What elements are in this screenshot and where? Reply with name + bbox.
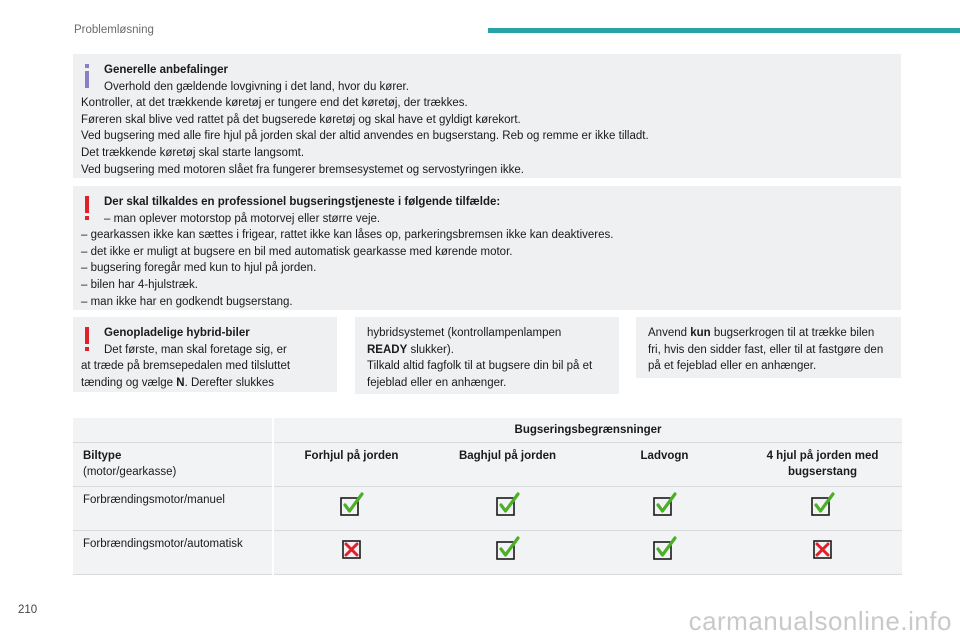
col-front-wheels: Forhjul på jorden	[273, 443, 429, 487]
col-four-wheels-towbar: 4 hjul på jorden med bugserstang	[743, 443, 902, 487]
table-row	[73, 531, 902, 575]
check-icon	[495, 536, 521, 562]
warning-line: – det ikke er muligt at bugsere en bil med automatisk gearkasse med kørende motor.	[81, 245, 513, 258]
warning-box-title: Der skal tilkaldes en professionel bugseringstjeneste i følgende tilfælde:	[104, 196, 501, 208]
header-accent-bar	[488, 28, 960, 33]
warning-line: – bugsering foregår med kun to hjul på jorden.	[81, 262, 317, 275]
table-empty-header	[73, 418, 273, 443]
general-recommendations-box	[73, 54, 901, 178]
professional-towing-warning-box	[73, 186, 901, 310]
mark-cell	[586, 487, 743, 531]
hybrid-line-text: tænding og vælge	[81, 376, 177, 389]
info-line: Ved bugsering med motoren slået fra fungerer bremsesystemet og servostyringen ikke.	[81, 163, 524, 176]
check-icon	[810, 492, 836, 518]
hybrid-warning-box	[73, 317, 337, 392]
gear-n-label: N	[176, 376, 185, 389]
info-line: Føreren skal blive ved rattet på det bugserede køretøj og skal have et gyldigt kørekort.	[81, 113, 521, 126]
col-flatbed: Ladvogn	[586, 443, 743, 487]
cross-icon	[810, 536, 836, 562]
vehicle-type-sub: (motor/gearkasse)	[83, 466, 177, 478]
header-section-title: Problemløsning	[74, 24, 154, 36]
info-line: Ved bugsering med alle fire hjul på jorden skal der altid anvendes en bugserstang. Reb og remme er ikke tilladt.	[81, 130, 649, 143]
tow-hook-text: bugserkrogen til at trække bilen fri, hvis den sidder fast, eller til at fastgøre den på et fejeblad eller en anhænger.	[648, 327, 884, 373]
mark-cell	[273, 487, 429, 531]
ready-label: READY	[367, 343, 408, 356]
warning-line: – bilen har 4-hjulstræk.	[81, 278, 198, 291]
vehicle-type-title: Biltype	[83, 450, 122, 462]
hybrid-continuation-box	[355, 317, 619, 394]
hybrid-cont-line: hybridsystemet (kontrollampenlampen	[367, 327, 562, 339]
table-column-header-row	[73, 443, 902, 487]
check-icon	[652, 536, 678, 562]
row-label: Forbrændingsmotor/manuel	[73, 487, 273, 531]
warning-icon	[82, 327, 92, 351]
hybrid-line: at træde på bremsepedalen med tilsluttet	[81, 360, 291, 373]
hybrid-cont-line: fejeblad eller en anhænger.	[367, 376, 507, 389]
info-line: Overhold den gældende lovgivning i det land, hvor du kører.	[104, 80, 409, 93]
row-label: Forbrændingsmotor/automatisk	[73, 531, 273, 575]
hybrid-box-title: Genopladelige hybrid-biler	[104, 327, 250, 339]
hybrid-line-text: . Derefter slukkes	[184, 376, 275, 389]
info-line: Det trækkende køretøj skal starte langsomt.	[81, 146, 305, 159]
tow-hook-text: Anvend	[648, 327, 691, 339]
vehicle-type-header	[73, 443, 273, 487]
warning-line: – man oplever motorstop på motorvej eller større veje.	[104, 212, 381, 225]
towing-limitations-header: Bugseringsbegrænsninger	[273, 418, 902, 443]
page-number: 210	[18, 604, 38, 616]
info-icon	[82, 64, 92, 88]
watermark: carmanualsonline.info	[688, 606, 952, 636]
hybrid-line	[81, 375, 327, 392]
towing-limitations-table	[73, 418, 902, 575]
info-line: Kontroller, at det trækkende køretøj er tungere end det køretøj, der trækkes.	[81, 97, 468, 110]
check-icon	[495, 492, 521, 518]
mark-cell	[743, 531, 902, 575]
cross-icon	[339, 536, 365, 562]
only-label: kun	[690, 327, 711, 339]
warning-line: – man ikke har en godkendt bugserstang.	[81, 295, 293, 308]
table-row	[73, 487, 902, 531]
warning-line: – gearkassen ikke kan sættes i frigear, rattet ikke kan låses op, parkeringsbremsen ikke kan deaktiveres.	[81, 229, 614, 242]
mark-cell	[429, 487, 586, 531]
warning-icon	[82, 196, 92, 220]
hybrid-cont-text: slukker).	[407, 343, 454, 356]
check-icon	[652, 492, 678, 518]
hybrid-line: Det første, man skal foretage sig, er	[104, 343, 287, 356]
table-group-header-row	[73, 418, 902, 443]
mark-cell	[743, 487, 902, 531]
check-icon	[339, 492, 365, 518]
hybrid-cont-line: Tilkald altid fagfolk til at bugsere din bil på et	[367, 360, 593, 373]
tow-hook-note-box	[636, 317, 901, 378]
info-box-title: Generelle anbefalinger	[104, 64, 228, 76]
mark-cell	[429, 531, 586, 575]
mark-cell	[586, 531, 743, 575]
hybrid-cont-line	[367, 342, 607, 359]
mark-cell	[273, 531, 429, 575]
col-rear-wheels: Baghjul på jorden	[429, 443, 586, 487]
